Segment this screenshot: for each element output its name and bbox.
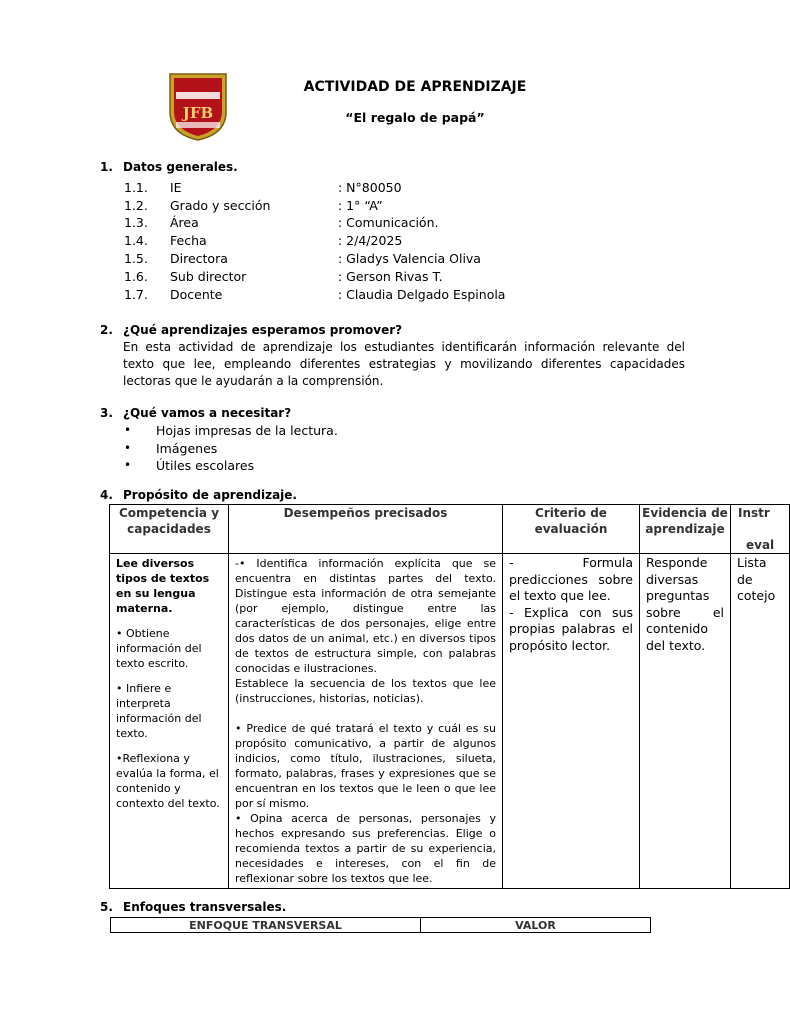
header-desempenos: Desempeños precisados bbox=[229, 505, 503, 554]
dato-1-label: IE bbox=[170, 180, 182, 195]
header-instrumento-line1: Instr bbox=[738, 506, 770, 520]
desempeno-3: • Predice de qué tratará el texto y cuál es su propósito comunicativo, a partir de algunos indicios, como título, ilustraciones, silueta, formato, palabras, frases y expresiones que se encuentran en los textos que le leen o que lee por sí mismo. bbox=[235, 722, 496, 810]
dato-6-number: 1.6. bbox=[124, 269, 148, 284]
header-instrumento-line2: eval bbox=[746, 538, 775, 552]
desempeno-1: -• Identifica información explícita que se encuentra en distintas partes del texto. Distingue esta información de otra semejante (por ejemplo, distingue entre las características de dos personajes, elige entre dos datos de un animal, etc.) en diversos tipos de textos de estructura simple, con palabras conocidas e ilustraciones. bbox=[235, 557, 496, 675]
section-4-number: 4. bbox=[100, 488, 113, 502]
evidencia-text: Responde diversas preguntas sobre el contenido del texto. bbox=[646, 555, 724, 653]
dato-2-value: : 1° “A” bbox=[338, 198, 383, 213]
bullet-icon: • bbox=[124, 423, 132, 437]
instrumento-cell bbox=[731, 554, 790, 889]
criterio-cell bbox=[503, 554, 640, 889]
section-5-number: 5. bbox=[100, 900, 113, 914]
material-item-3: Útiles escolares bbox=[156, 458, 255, 473]
section-4-title: Propósito de aprendizaje. bbox=[123, 488, 297, 502]
header-competencia: Competencia y capacidades bbox=[110, 505, 229, 554]
logo-text: JFB bbox=[182, 104, 214, 122]
dato-4-label: Fecha bbox=[170, 233, 207, 248]
section-1-title: Datos generales. bbox=[123, 160, 238, 174]
section-1-number: 1. bbox=[100, 160, 113, 174]
dato-2-number: 1.2. bbox=[124, 198, 148, 213]
proposito-table bbox=[109, 504, 790, 889]
desempeno-4: • Opina acerca de personas, personajes y hechos expresando sus preferencias. Elige o recomienda textos a partir de su experiencia, necesidades e intereses, con el fin de reflexionar sobre los textos que lee. bbox=[235, 812, 496, 885]
capacidad-1: • Obtiene información del texto escrito. bbox=[116, 627, 202, 670]
aprendizajes-paragraph: En esta actividad de aprendizaje los estudiantes identificarán información relevante del texto que lee, empleando diferentes estrategias y movilizando diferentes capacidades lectoras que le ayudarán a la comprensión. bbox=[123, 340, 685, 388]
competencia-text: Lee diversos tipos de textos en su lengua materna. bbox=[116, 557, 210, 615]
evidencia-cell bbox=[640, 554, 731, 889]
dato-7-label: Docente bbox=[170, 287, 223, 302]
material-item-1: Hojas impresas de la lectura. bbox=[156, 423, 338, 438]
header-evidencia: Evidencia de aprendizaje bbox=[640, 505, 731, 554]
section-2-title: ¿Qué aprendizajes esperamos promover? bbox=[123, 323, 403, 337]
section-2-number: 2. bbox=[100, 323, 113, 337]
dato-1-value: : N°80050 bbox=[338, 180, 402, 195]
dato-2-label: Grado y sección bbox=[170, 198, 271, 213]
page-subtitle: “El regalo de papá” bbox=[345, 110, 485, 125]
section-3-number: 3. bbox=[100, 406, 113, 420]
dato-6-value: : Gerson Rivas T. bbox=[338, 269, 443, 284]
bullet-icon: • bbox=[124, 441, 132, 455]
dato-3-value: : Comunicación. bbox=[338, 215, 439, 230]
enfoques-table bbox=[110, 917, 651, 933]
capacidad-3: •Reflexiona y evalúa la forma, el contenido y contexto del texto. bbox=[116, 752, 220, 810]
dato-3-number: 1.3. bbox=[124, 215, 148, 230]
dato-5-number: 1.5. bbox=[124, 251, 148, 266]
page-title: ACTIVIDAD DE APRENDIZAJE bbox=[303, 79, 527, 95]
instrumento-text: Lista de cotejo bbox=[737, 555, 776, 603]
desempeno-2: Establece la secuencia de los textos que lee (instrucciones, historias, noticias). bbox=[235, 677, 496, 705]
header-instrumento bbox=[731, 505, 790, 554]
dato-5-label: Directora bbox=[170, 251, 228, 266]
dato-7-value: : Claudia Delgado Espinola bbox=[338, 287, 506, 302]
bullet-icon: • bbox=[124, 458, 132, 472]
header-valor: VALOR bbox=[421, 918, 651, 933]
school-logo bbox=[168, 72, 228, 142]
dato-4-number: 1.4. bbox=[124, 233, 148, 248]
capacidad-2: • Infiere e interpreta información del texto. bbox=[116, 682, 202, 740]
criterio-1: - Formula predicciones sobre el texto que lee. bbox=[509, 555, 633, 603]
dato-3-label: Área bbox=[170, 215, 199, 230]
dato-6-label: Sub director bbox=[170, 269, 247, 284]
section-5-title: Enfoques transversales. bbox=[123, 900, 287, 914]
header-criterio: Criterio de evaluación bbox=[503, 505, 640, 554]
dato-4-value: : 2/4/2025 bbox=[338, 233, 403, 248]
competencia-cell bbox=[110, 554, 229, 889]
section-3-title: ¿Qué vamos a necesitar? bbox=[123, 406, 292, 420]
dato-1-number: 1.1. bbox=[124, 180, 148, 195]
dato-7-number: 1.7. bbox=[124, 287, 148, 302]
dato-5-value: : Gladys Valencia Oliva bbox=[338, 251, 481, 266]
header-enfoque: ENFOQUE TRANSVERSAL bbox=[111, 918, 421, 933]
desempenos-cell bbox=[229, 554, 503, 889]
criterio-2: - Explica con sus propias palabras el propósito lector. bbox=[509, 604, 633, 653]
material-item-2: Imágenes bbox=[156, 441, 218, 456]
